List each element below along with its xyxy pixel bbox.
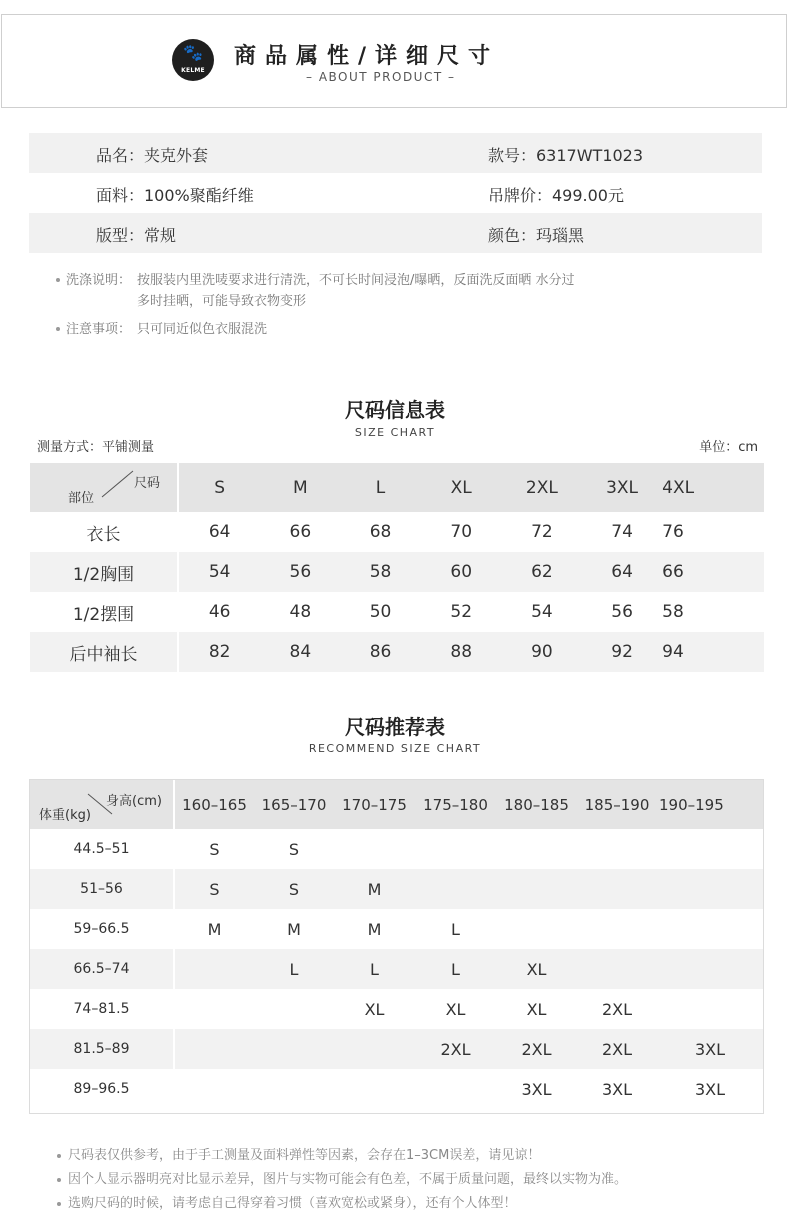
table-cell: M — [287, 919, 301, 939]
table-cell: 3XL — [657, 1029, 763, 1069]
table-cell: 86 — [340, 632, 420, 672]
attribute-row — [29, 133, 762, 173]
table-cell: 94 — [662, 632, 764, 672]
row-label: 1/2胸围 — [30, 552, 178, 592]
table-cell — [577, 909, 657, 949]
table-cell — [254, 989, 334, 1029]
table-cell: 54 — [531, 602, 553, 622]
table-cell: 2XL — [496, 1029, 577, 1069]
table-cell — [174, 949, 254, 989]
table-cell — [577, 829, 657, 869]
table-cell: L — [451, 919, 460, 939]
table-cell: 72 — [531, 522, 553, 542]
table-cell — [657, 949, 763, 989]
size-header: M — [260, 463, 340, 512]
height-header-row — [30, 780, 763, 829]
table-cell — [254, 1029, 334, 1069]
table-cell: 66 — [662, 552, 764, 592]
size-header: L — [340, 463, 420, 512]
table-cell: 92 — [582, 632, 662, 672]
row-label: 44.5–51 — [30, 829, 174, 869]
table-cell — [415, 829, 496, 869]
row-label: 衣长 — [30, 512, 178, 552]
header-subtitle: – ABOUT PRODUCT – — [306, 70, 456, 84]
table-cell: 2XL — [577, 1029, 657, 1069]
table-cell: 58 — [340, 552, 420, 592]
table-cell: 84 — [260, 632, 340, 672]
corner-size-label: 尺码 — [134, 476, 161, 491]
table-cell — [334, 1029, 415, 1069]
table-cell: 62 — [502, 552, 582, 592]
table-cell: 90 — [502, 632, 582, 672]
table-cell — [174, 1069, 254, 1109]
table-row — [30, 632, 764, 672]
size-header: XL — [421, 463, 502, 512]
attribute-price: 吊牌价：499.00元 — [488, 186, 624, 205]
table-cell: XL — [364, 999, 385, 1019]
recommend-corner-cell — [30, 780, 174, 829]
height-header: 180–185 — [496, 780, 577, 829]
table-cell: 82 — [178, 632, 260, 672]
table-cell — [415, 1069, 496, 1109]
table-cell: L — [334, 949, 415, 989]
row-label: 1/2摆围 — [30, 592, 178, 632]
table-cell — [496, 909, 577, 949]
row-label: 66.5–74 — [30, 949, 174, 989]
size-header: 4XL — [662, 463, 764, 512]
size-corner-cell — [30, 463, 178, 512]
size-chart-table — [30, 463, 764, 672]
table-cell: 2XL — [415, 1029, 496, 1069]
recommend-chart-table — [30, 780, 763, 1109]
care-notes — [54, 270, 587, 340]
corner-height-label: 身高(cm) — [106, 794, 162, 809]
recommend-chart-title: 尺码推荐表 — [345, 715, 445, 739]
row-label: 74–81.5 — [30, 989, 174, 1029]
table-cell: 54 — [178, 552, 260, 592]
table-cell: M — [334, 869, 415, 909]
table-cell: S — [288, 839, 300, 859]
row-label: 59–66.5 — [30, 909, 174, 949]
care-note — [54, 319, 587, 340]
size-header: 2XL — [502, 463, 582, 512]
table-cell — [254, 1069, 334, 1109]
table-cell: 66 — [289, 522, 312, 542]
product-attributes — [29, 133, 762, 253]
header-banner — [1, 14, 787, 108]
table-cell: M — [207, 919, 222, 939]
unit-label: 单位：cm — [699, 440, 758, 455]
height-header: 160–165 — [174, 780, 254, 829]
table-cell — [174, 1029, 254, 1069]
table-row — [30, 949, 763, 989]
table-cell: 64 — [208, 522, 231, 542]
table-cell: 74 — [611, 522, 633, 542]
row-label: 89–96.5 — [30, 1069, 174, 1109]
size-header: 3XL — [582, 463, 662, 512]
table-cell: 56 — [260, 552, 340, 592]
table-row — [30, 829, 763, 869]
table-cell: 52 — [450, 602, 473, 622]
size-chart-title: 尺码信息表 — [345, 398, 445, 422]
table-cell — [334, 1069, 415, 1109]
measure-method: 测量方式：平铺测量 — [37, 440, 155, 455]
paw-icon: 🐾 — [183, 43, 203, 62]
header-title: 商品属性/详细尺寸 — [234, 44, 500, 69]
table-cell — [496, 829, 577, 869]
table-cell: 3XL — [601, 1079, 633, 1099]
table-row — [30, 512, 764, 552]
table-cell: L — [415, 949, 496, 989]
size-chart-subtitle: SIZE CHART — [354, 426, 436, 439]
footer-note: 因个人显示器明亮对比显示差异，图片与实物可能会有色差，不属于质量问题，最终以实物为准。 — [56, 1168, 627, 1192]
table-row — [30, 909, 763, 949]
table-cell: XL — [445, 999, 466, 1019]
height-header: 165–170 — [254, 780, 334, 829]
table-cell — [496, 869, 577, 909]
table-row — [30, 552, 764, 592]
attribute-fabric: 面料：100%聚酯纤维 — [96, 186, 254, 205]
footer-notes — [56, 1144, 627, 1216]
table-cell: S — [209, 839, 220, 859]
attribute-row — [29, 173, 762, 213]
corner-part-label: 部位 — [68, 491, 95, 506]
table-cell: XL — [526, 999, 547, 1019]
logo-text: KELME — [181, 67, 205, 74]
table-cell — [334, 829, 415, 869]
table-row — [30, 1069, 763, 1109]
height-header: 175–180 — [415, 780, 496, 829]
table-cell — [577, 869, 657, 909]
table-row — [30, 1029, 763, 1069]
note-value: 按服装内里洗唛要求进行清洗，不可长时间浸泡/曝晒，反面洗反面晒 水分过多时挂晒，可能导致衣物变形 — [137, 273, 575, 309]
note-key: 洗涤说明： — [66, 273, 132, 288]
table-cell: 58 — [662, 602, 684, 622]
attribute-style-no: 款号：6317WT1023 — [488, 146, 644, 165]
table-cell: 2XL — [601, 999, 633, 1019]
table-cell: S — [254, 869, 334, 909]
attribute-color: 颜色：玛瑙黑 — [488, 226, 585, 245]
table-cell: 46 — [208, 602, 231, 622]
recommend-chart-subtitle: RECOMMEND SIZE CHART — [308, 742, 482, 755]
size-header-row — [30, 463, 764, 512]
attribute-name: 品名：夹克外套 — [96, 146, 209, 165]
table-cell: 3XL — [521, 1079, 552, 1099]
attribute-fit: 版型：常规 — [96, 226, 177, 245]
note-key: 注意事项： — [66, 322, 132, 337]
table-cell — [657, 869, 763, 909]
footer-note: 选购尺码的时候，请考虑自己得穿着习惯（喜欢宽松或紧身），还有个人体型！ — [56, 1192, 627, 1216]
table-cell — [174, 989, 254, 1029]
care-note — [54, 270, 587, 312]
table-cell: 64 — [582, 552, 662, 592]
table-cell — [415, 869, 496, 909]
table-cell: 88 — [421, 632, 502, 672]
table-row — [30, 869, 763, 909]
size-header: S — [178, 463, 260, 512]
table-cell: 60 — [421, 552, 502, 592]
row-label: 51–56 — [30, 869, 174, 909]
table-cell — [577, 949, 657, 989]
table-cell: 70 — [450, 522, 473, 542]
attribute-row — [29, 213, 762, 253]
table-cell — [657, 829, 763, 869]
table-cell: 56 — [611, 602, 633, 622]
table-row — [30, 989, 763, 1029]
corner-weight-label: 体重(kg) — [39, 808, 91, 823]
table-row — [30, 592, 764, 632]
table-cell: XL — [496, 949, 577, 989]
table-cell: S — [174, 869, 254, 909]
table-cell: 3XL — [694, 1079, 726, 1099]
height-header: 185–190 — [577, 780, 657, 829]
table-cell: L — [254, 949, 334, 989]
table-cell — [657, 989, 763, 1029]
height-header: 170–175 — [334, 780, 415, 829]
table-cell: 50 — [369, 602, 392, 622]
table-cell — [657, 909, 763, 949]
note-value: 只可同近似色衣服混洗 — [137, 322, 268, 337]
table-cell: 48 — [289, 602, 312, 622]
table-cell: 68 — [369, 522, 392, 542]
table-cell: 76 — [662, 522, 684, 542]
table-cell: M — [367, 919, 382, 939]
height-header: 190–195 — [657, 780, 763, 829]
footer-note: 尺码表仅供参考，由于手工测量及面料弹性等因素，会存在1–3CM误差，请见谅！ — [56, 1144, 627, 1168]
row-label: 81.5–89 — [30, 1029, 174, 1069]
kelme-logo-icon — [172, 39, 214, 81]
row-label: 后中袖长 — [30, 632, 178, 672]
